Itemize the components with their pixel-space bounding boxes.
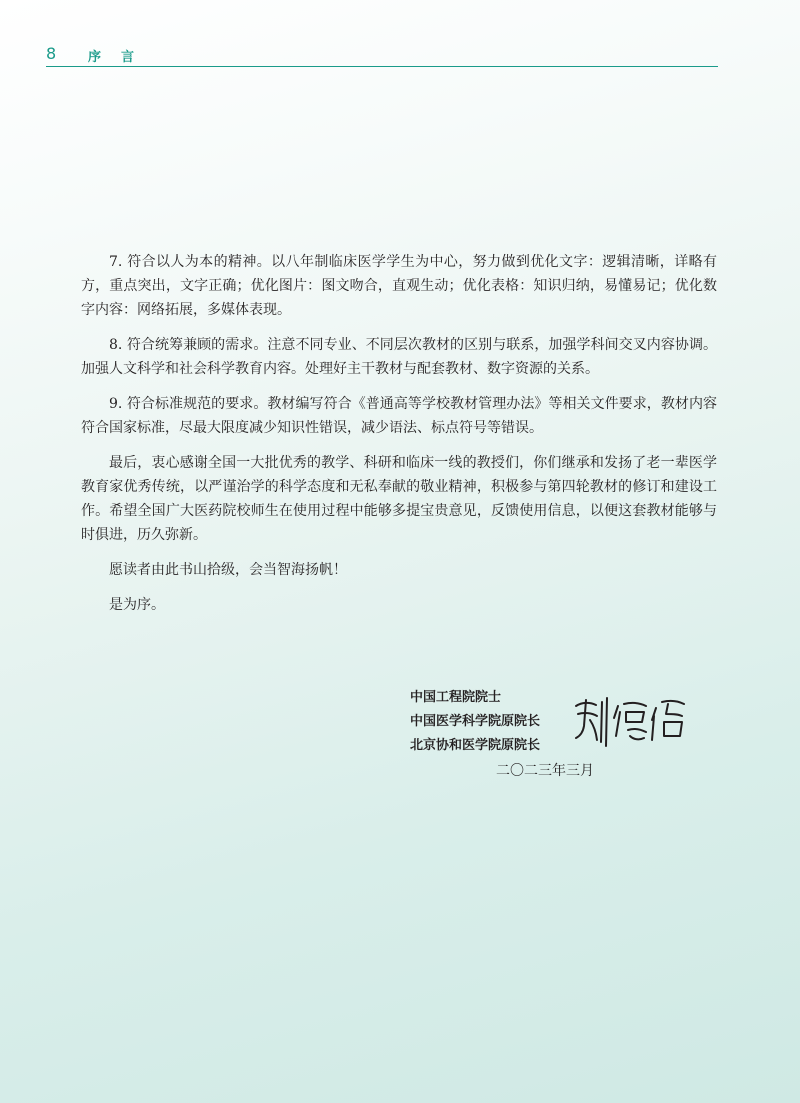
paragraph: 是为序。 — [109, 597, 165, 613]
paragraph: 愿读者由此书山拾级，会当智海扬帆！ — [109, 562, 347, 578]
paragraph: 9. 符合标准规范的要求。教材编写符合《普通高等学校教材管理办法》等相关文件要求，教材内容符合国家标准，尽最大限度减少知识性错误，减少语法、标点符号等错误。 — [81, 396, 717, 436]
paragraph: 最后，衷心感谢全国一大批优秀的教学、科研和临床一线的教授们，你们继承和发扬了老一辈医学教育家优秀传统，以严谨治学的科学态度和无私奉献的敬业精神，积极参与第四轮教材的修订和建设工作。希望全国广大医药院校师生在使用过程中能够多提宝贵意见，反馈使用信息，以便这套教材能够与时俱进，历久弥新。 — [81, 455, 717, 543]
section-title: 序言 — [88, 50, 155, 65]
handwritten-signature — [570, 692, 690, 748]
author-title: 北京协和医学院原院长 — [410, 738, 541, 753]
author-titles — [410, 686, 540, 758]
author-title: 中国工程院院士 — [410, 690, 502, 705]
paragraph: 8. 符合统筹兼顾的需求。注意不同专业、不同层次教材的区别与联系，加强学科间交叉内容协调。加强人文科学和社会科学教育内容。处理好主干教材与配套教材、数字资源的关系。 — [81, 337, 717, 377]
preface-body — [81, 250, 717, 628]
paragraph: 7. 符合以人为本的精神。以八年制临床医学学生为中心，努力做到优化文字：逻辑清晰，详略有方，重点突出，文字正确；优化图片：图文吻合，直观生动；优化表格：知识归纳，易懂易记；优化数字内容：网络拓展，多媒体表现。 — [81, 254, 717, 318]
author-title: 中国医学科学院原院长 — [410, 714, 541, 729]
page-number: 8 — [46, 44, 57, 63]
running-header — [46, 42, 718, 67]
signature-date: 二〇二三年三月 — [496, 763, 594, 779]
signature-block — [410, 686, 700, 786]
